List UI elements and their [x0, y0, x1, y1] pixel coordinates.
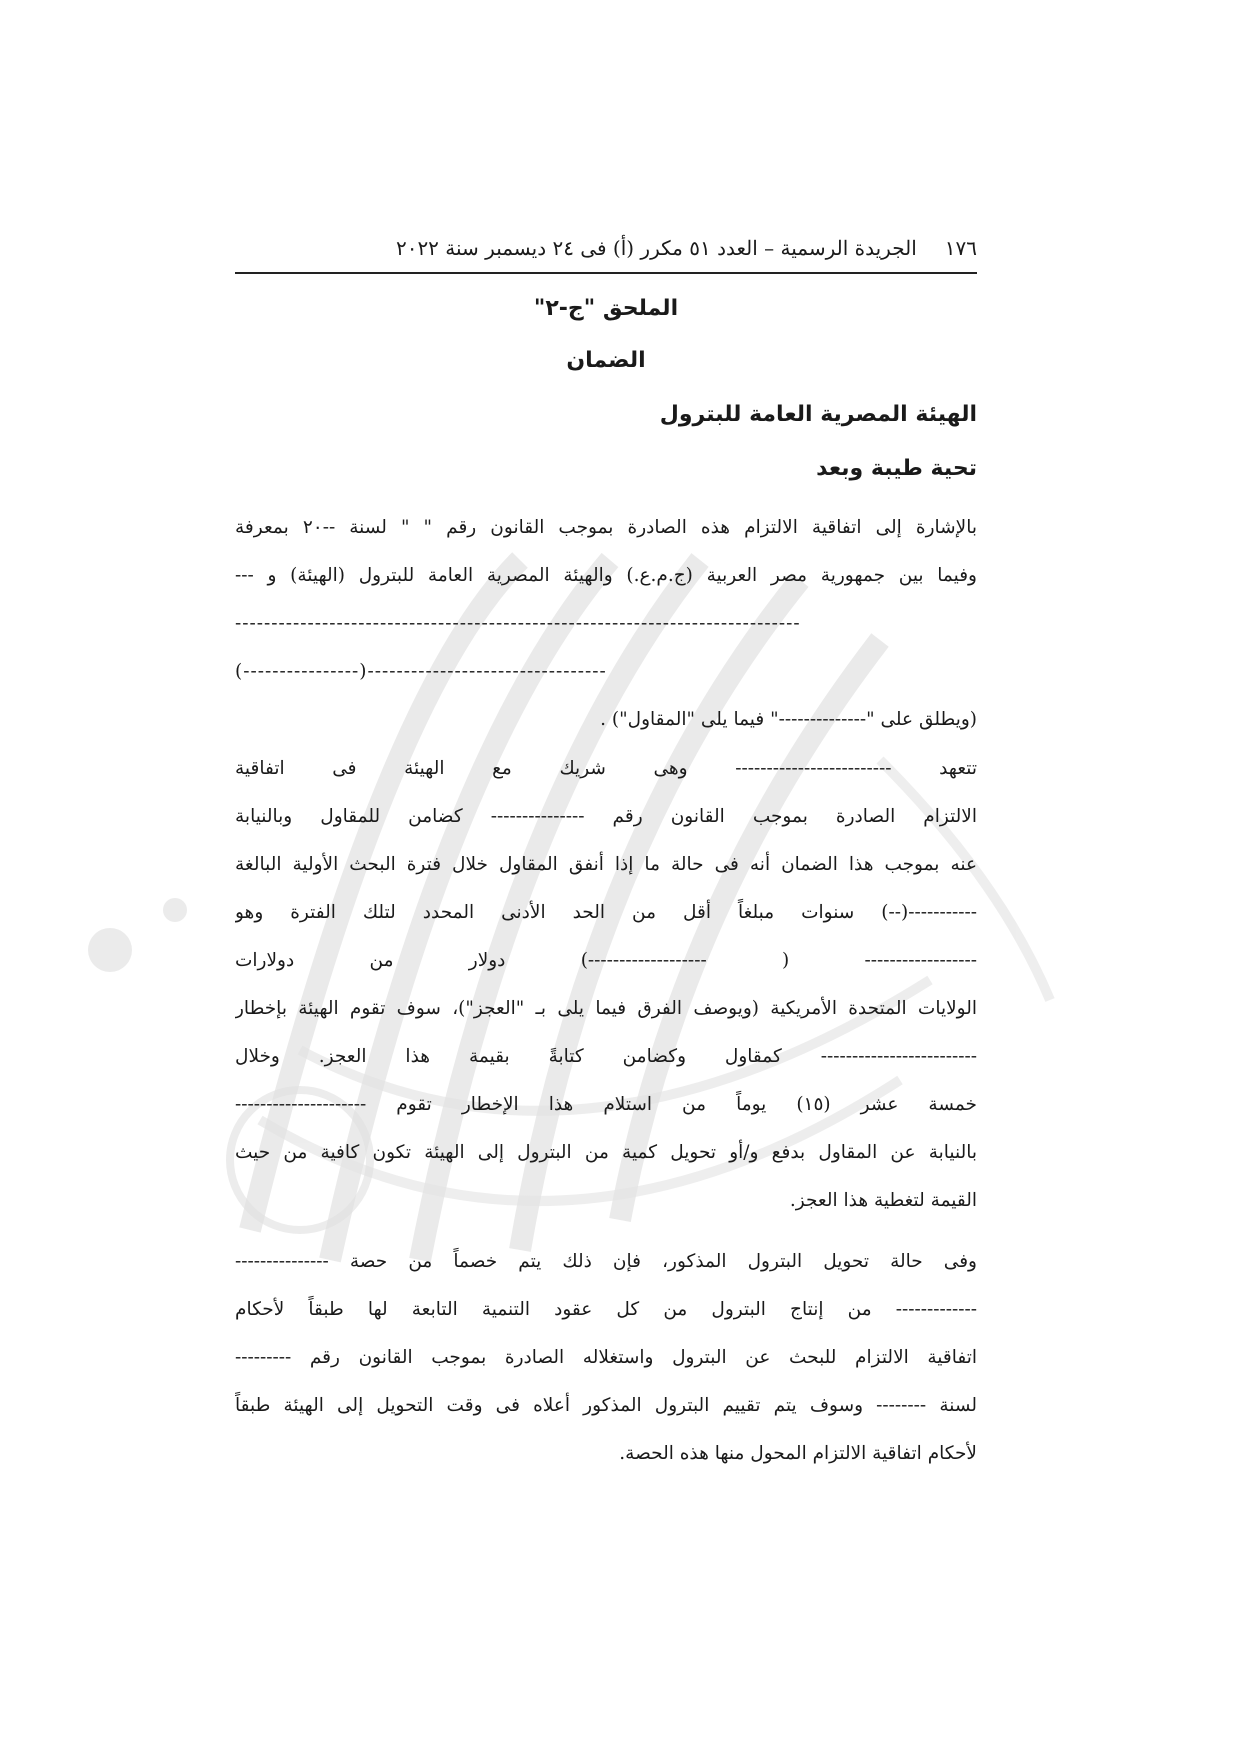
text-line: الولايات المتحدة الأمريكية (ويوصف الفرق فيما يلى بـ "العجز")، سوف تقوم الهيئة بإخطار — [235, 998, 977, 1019]
text-line: تتعهد ------------------------- وهى شريك مع الهيئة فى اتفاقية — [235, 758, 977, 779]
header-divider — [235, 272, 977, 274]
addressee: الهيئة المصرية العامة للبترول — [659, 402, 977, 427]
text-line: ------------------------------------------------------------------------------ — [235, 613, 801, 634]
text-line: (ويطلق على "--------------" فيما يلى "المقاول") . — [600, 709, 977, 730]
text-line: ------------------------- كمقاول وكضامن كتابةً بقيمة هذا العجز. وخلال — [235, 1046, 977, 1067]
text-line: ------------- من إنتاج البترول من كل عقود التنمية التابعة لها طبقاً لأحكام — [235, 1299, 977, 1320]
text-line: بالنيابة عن المقاول بدفع و/أو تحويل كمية من البترول إلى الهيئة تكون كافية من حيث — [235, 1142, 977, 1163]
text-line: لسنة -------- وسوف يتم تقييم البترول المذكور أعلاه فى وقت التحويل إلى الهيئة طبقاً — [235, 1395, 977, 1416]
page-number: ١٧٦ — [944, 236, 977, 260]
text-line: اتفاقية الالتزام للبحث عن البترول واستغلاله الصادرة بموجب القانون رقم --------- — [235, 1347, 977, 1368]
text-line: خمسة عشر (١٥) يوماً من استلام هذا الإخطار تقوم --------------------- — [235, 1094, 977, 1115]
text-line: لأحكام اتفاقية الالتزام المحول منها هذه الحصة. — [619, 1443, 977, 1464]
paragraph-transfer — [235, 1238, 977, 1478]
annex-title: الملحق "ج-٢" — [533, 296, 679, 321]
greeting: تحية طيبة وبعد — [816, 456, 977, 481]
text-line: الالتزام الصادرة بموجب القانون رقم --------------- كضامن للمقاول وبالنيابة — [235, 806, 977, 827]
text-line: (----------------)--------------------------------- — [235, 661, 607, 682]
text-line: عنه بموجب هذا الضمان أنه فى حالة ما إذا أنفق المقاول خلال فترة البحث الأولية البالغة — [235, 854, 977, 875]
text-line: -----------(--) سنوات مبلغاً أقل من الحد الأدنى المحدد لتلك الفترة وهو — [235, 902, 977, 923]
section-title: الضمان — [566, 348, 646, 373]
text-line: ------------------ ( -------------------) دولار من دولارات — [235, 950, 977, 971]
text-line: القيمة لتغطية هذا العجز. — [789, 1190, 977, 1211]
paragraph-reference — [235, 504, 977, 744]
running-title: الجريدة الرسمية – العدد ٥١ مكرر (أ) فى ٢٤ ديسمبر سنة ٢٠٢٢ — [395, 236, 917, 260]
text-line: وفى حالة تحويل البترول المذكور، فإن ذلك يتم خصماً من حصة --------------- — [235, 1251, 977, 1272]
paragraph-guarantee — [235, 745, 977, 1225]
text-line: بالإشارة إلى اتفاقية الالتزام هذه الصادرة بموجب القانون رقم " " لسنة --٢٠ بمعرفة — [235, 517, 977, 538]
text-line: وفيما بين جمهورية مصر العربية (ج.م.ع.) والهيئة المصرية العامة للبترول (الهيئة) و --- — [235, 565, 977, 586]
page-header — [235, 228, 977, 268]
